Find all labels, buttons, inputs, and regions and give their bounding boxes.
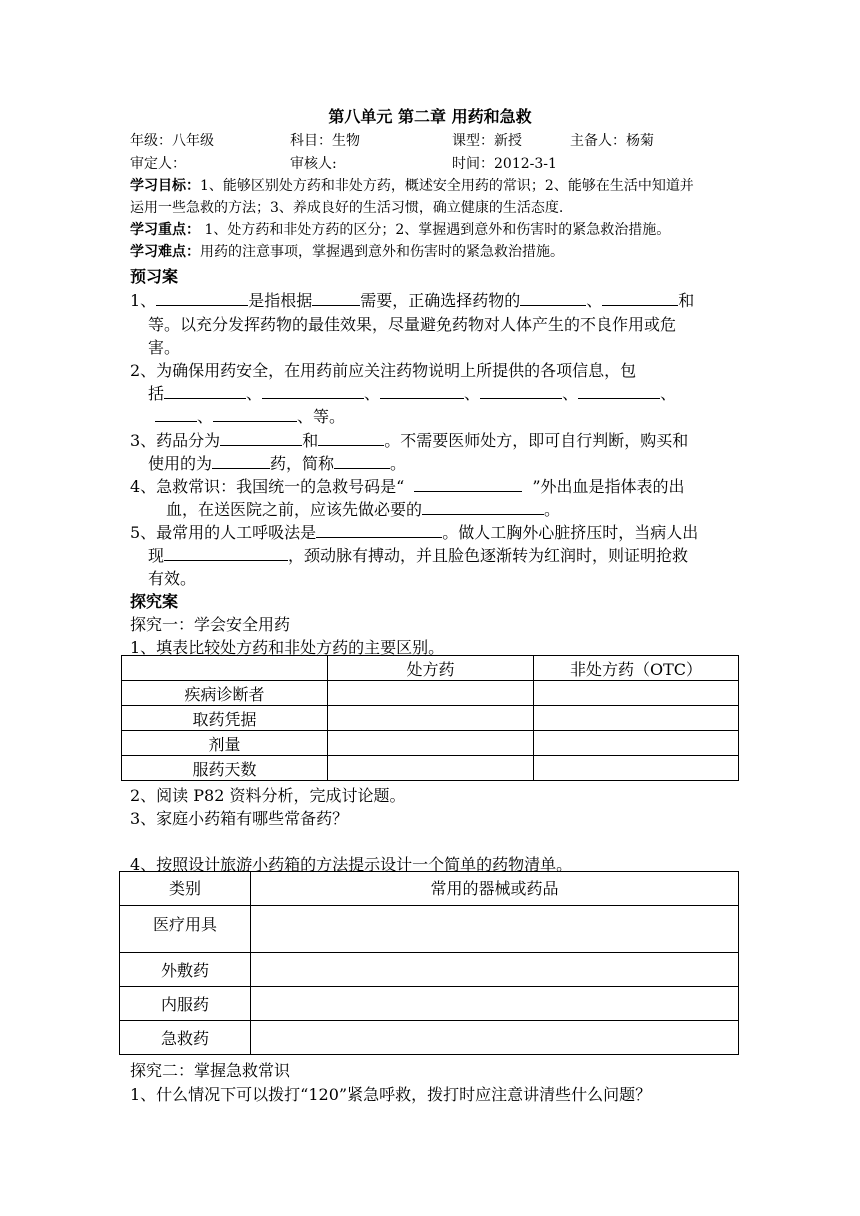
- table-header-cell: 处方药: [328, 656, 534, 681]
- table-cell[interactable]: [534, 756, 739, 781]
- table-header-cell: [122, 656, 328, 681]
- q3-text-b: 和: [302, 431, 319, 450]
- q1-text-a: 是指根据: [248, 291, 313, 310]
- table-cell[interactable]: [534, 706, 739, 731]
- q1-text-c: 、: [586, 291, 603, 310]
- q5-text-c: 现: [148, 546, 165, 565]
- q1-number: 1、: [130, 291, 157, 310]
- table-cell[interactable]: [328, 756, 534, 781]
- table-header-cell: 非处方药（OTC）: [534, 656, 739, 681]
- learning-goals: [130, 175, 694, 197]
- preview-q2-line3: [155, 404, 345, 427]
- preview-q3-line2: [148, 451, 406, 474]
- page-title: 第八单元 第二章 用药和急救: [328, 107, 532, 126]
- answer-blank[interactable]: [380, 383, 464, 399]
- difficulties-text: 用药的注意事项，掌握遇到意外和伤害时的紧急救治措施。: [200, 244, 564, 260]
- q3-text-f: 。: [390, 454, 407, 473]
- table-cell[interactable]: [251, 906, 739, 953]
- table-cell[interactable]: [534, 731, 739, 756]
- separator: 、: [197, 407, 214, 426]
- q5-text-d: ，颈动脉有搏动，并且脸色逐渐转为红润时，则证明抢救: [288, 546, 689, 565]
- answer-blank[interactable]: [602, 290, 678, 306]
- key-points-text: 1、处方药和非处方药的区分；2、掌握遇到意外和伤害时的紧急救治措施。: [200, 222, 671, 238]
- explore-q4: 4、按照设计旅游小药箱的方法提示设计一个简单的药物清单。: [130, 855, 573, 874]
- answer-blank[interactable]: [262, 383, 364, 399]
- preview-q1-line3: 害。: [148, 338, 181, 357]
- comparison-table: [121, 655, 739, 781]
- q5-text-a: 5、最常用的人工呼吸法是: [130, 523, 317, 542]
- q4-text-d: 。: [544, 500, 561, 519]
- key-points-label: 学习重点：: [130, 222, 200, 238]
- table-header-cell: 常用的器械或药品: [251, 872, 739, 906]
- q2-end: 、等。: [297, 407, 346, 426]
- q1-text-d: 和: [678, 291, 695, 310]
- separator: 、: [364, 384, 381, 403]
- goals-line1: 1、能够区别处方药和非处方药，概述安全用药的常识；2、能够在生活中知道并: [200, 178, 694, 194]
- answer-blank[interactable]: [220, 430, 302, 446]
- preparer: 主备人：杨菊: [570, 133, 654, 149]
- preview-q1-line2: 等。以充分发挥药物的最佳效果，尽量避免药物对人体产生的不良作用或危: [148, 315, 677, 334]
- explore-heading: 探究案: [130, 592, 179, 611]
- table-cell[interactable]: [328, 731, 534, 756]
- q3-text-c: 。不需要医师处方，即可自行判断，购买和: [384, 431, 689, 450]
- explore-q3: 3、家庭小药箱有哪些常备药？: [130, 809, 349, 828]
- grade: 年级：八年级: [130, 133, 214, 149]
- answer-blank[interactable]: [414, 476, 522, 492]
- table-row-label: 剂量: [122, 731, 328, 756]
- explore-q2: 2、阅读 P82 资料分析，完成讨论题。: [130, 786, 406, 805]
- answer-blank[interactable]: [318, 430, 384, 446]
- goals-line2: 运用一些急救的方法；3、养成良好的生活习惯，确立健康的生活态度.: [130, 200, 564, 216]
- q4-text-c: 血，在送医院之前，应该先做必要的: [166, 500, 423, 519]
- explore-q5: 1、什么情况下可以拨打“120”紧急呼救，拨打时应注意讲清些什么问题？: [130, 1085, 652, 1104]
- answer-blank[interactable]: [578, 383, 660, 399]
- q2-text-a: 括: [148, 384, 165, 403]
- goals-label: 学习目标：: [130, 178, 200, 194]
- preview-q4-line2: [166, 497, 560, 520]
- answer-blank[interactable]: [164, 383, 246, 399]
- q4-text-b: ”外出血是指体表的出: [532, 477, 685, 496]
- preview-q5-line3: 有效。: [148, 569, 197, 588]
- answer-blank[interactable]: [520, 290, 586, 306]
- answer-blank[interactable]: [213, 406, 297, 422]
- key-points: [130, 219, 670, 241]
- explore-q1: 1、填表比较处方药和非处方药的主要区别。: [130, 638, 445, 657]
- q3-text-a: 3、药品分为: [130, 431, 221, 450]
- table-row-label: 疾病诊断者: [122, 681, 328, 706]
- date: 时间：2012-3-1: [452, 156, 557, 172]
- preview-heading: 预习案: [130, 267, 179, 286]
- table-cell[interactable]: [328, 681, 534, 706]
- answer-blank[interactable]: [312, 290, 360, 306]
- table-cell[interactable]: [251, 1021, 739, 1055]
- separator: 、: [660, 384, 677, 403]
- table-row-label: 外敷药: [120, 953, 251, 987]
- difficulties-label: 学习难点：: [130, 244, 200, 260]
- answer-blank[interactable]: [316, 522, 442, 538]
- answer-blank[interactable]: [155, 406, 197, 422]
- q5-text-b: 。做人工胸外心脏挤压时，当病人出: [442, 523, 699, 542]
- q4-text-a: 4、急救常识：我国统一的急救号码是“: [130, 477, 405, 496]
- table-cell[interactable]: [251, 953, 739, 987]
- table-row-label: 内服药: [120, 987, 251, 1021]
- preview-q4-line1: [130, 474, 685, 497]
- q3-text-e: 药，简称: [270, 454, 335, 473]
- lesson-type: 课型：新授: [452, 133, 522, 149]
- table-row-label: 取药凭据: [122, 706, 328, 731]
- difficulties: [130, 241, 564, 263]
- answer-blank[interactable]: [164, 545, 288, 561]
- table-row-label: 急救药: [120, 1021, 251, 1055]
- preview-q2-line1: 2、为确保用药安全，在用药前应关注药物说明上所提供的各项信息，包: [130, 361, 637, 380]
- explore-sub2: 探究二：掌握急救常识: [130, 1061, 291, 1080]
- table-row-label: 服药天数: [122, 756, 328, 781]
- explore-sub1: 探究一：学会安全用药: [130, 615, 291, 634]
- separator: 、: [562, 384, 579, 403]
- preview-q1-line1: [130, 288, 694, 311]
- preview-q5-line2: [148, 543, 688, 566]
- reviewer: 审核人:: [290, 156, 337, 172]
- table-row-label: 医疗用具: [120, 906, 251, 953]
- q3-text-d: 使用的为: [148, 454, 213, 473]
- table-cell[interactable]: [251, 987, 739, 1021]
- preview-q5-line1: [130, 520, 698, 543]
- table-cell[interactable]: [328, 706, 534, 731]
- approver: 审定人：: [130, 156, 186, 172]
- preview-q2-line2: [148, 381, 676, 404]
- answer-blank[interactable]: [212, 453, 270, 469]
- preview-q3-line1: [130, 428, 688, 451]
- answer-blank[interactable]: [156, 290, 248, 306]
- table-cell[interactable]: [534, 681, 739, 706]
- separator: 、: [464, 384, 481, 403]
- answer-blank[interactable]: [422, 499, 544, 515]
- medicine-list-table: [119, 871, 739, 1055]
- subject: 科目：生物: [290, 133, 360, 149]
- q1-text-b: 需要，正确选择药物的: [360, 291, 521, 310]
- table-header-cell: 类别: [120, 872, 251, 906]
- answer-blank[interactable]: [480, 383, 562, 399]
- answer-blank[interactable]: [334, 453, 390, 469]
- separator: 、: [246, 384, 263, 403]
